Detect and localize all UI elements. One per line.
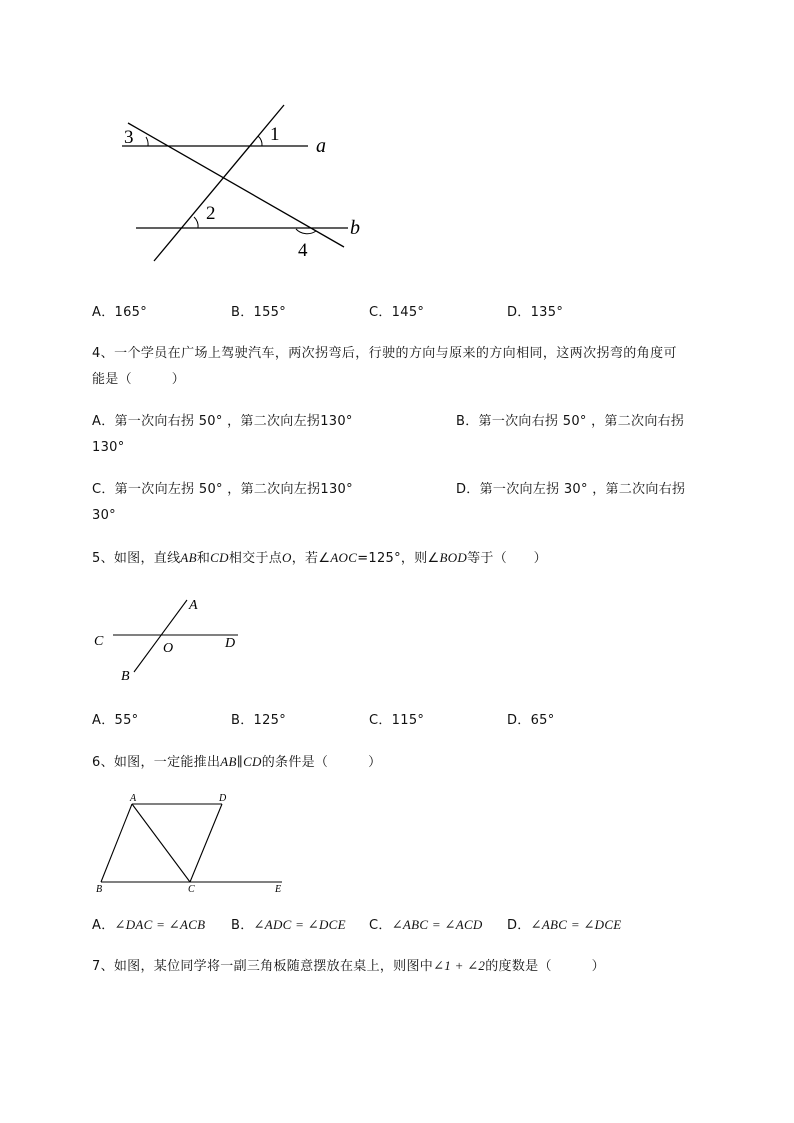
segment-ac bbox=[132, 804, 190, 882]
figure-parallelogram bbox=[92, 790, 292, 898]
q4-option-a: A．第一次向右拐 50° ，第二次向左拐130° bbox=[92, 414, 353, 429]
q7-stem-math: ∠1 + ∠2 bbox=[433, 958, 486, 973]
label-line-b: b bbox=[350, 217, 360, 239]
q6-stem-text: 的条件是（ ） bbox=[261, 755, 382, 770]
q4-option-b: B．第一次向右拐 50° ，第二次向右拐 bbox=[456, 414, 685, 429]
option-prefix: C． bbox=[369, 918, 392, 933]
q5-stem-text: =125°，则∠ bbox=[357, 551, 440, 566]
option-math: ∠ABC = ∠DCE bbox=[530, 917, 622, 932]
label-d: D bbox=[225, 636, 236, 651]
q4-option-c: C．第一次向左拐 50° ，第二次向左拐130° bbox=[92, 482, 353, 497]
q4-stem-line1: 4、一个学员在广场上驾驶汽车，两次拐弯后，行驶的方向与原来的方向相同，这两次拐弯的角度可 bbox=[92, 346, 677, 361]
angle-3-arc bbox=[146, 137, 148, 146]
q5-stem-text: 和 bbox=[196, 551, 211, 566]
q5-stem-text: 5、如图，直线 bbox=[92, 551, 181, 566]
q3-option-b: B．155° bbox=[231, 305, 287, 320]
option-prefix: A． bbox=[92, 918, 115, 933]
option-math: ∠ADC = ∠DCE bbox=[253, 917, 346, 932]
label-a: A bbox=[130, 793, 137, 804]
q5-stem-text: 相交于点 bbox=[228, 551, 283, 566]
label-o: O bbox=[163, 641, 174, 656]
label-line-a: a bbox=[316, 135, 326, 157]
q7-stem-text: 的度数是（ ） bbox=[485, 959, 605, 974]
option-prefix: D． bbox=[507, 918, 531, 933]
q3-option-a: A．165° bbox=[92, 305, 148, 320]
option-prefix: B． bbox=[231, 918, 254, 933]
label-b: B bbox=[96, 884, 103, 895]
figure-parallel-lines bbox=[110, 95, 380, 275]
q5-option-b: B．125° bbox=[231, 713, 287, 728]
q5-var-cd: CD bbox=[210, 550, 229, 565]
label-angle-1: 1 bbox=[270, 124, 280, 145]
q6-stem-math: AB∥CD bbox=[220, 754, 262, 769]
q5-stem bbox=[92, 548, 547, 569]
q5-stem-text: ，若∠ bbox=[291, 551, 331, 566]
q5-option-d: D．65° bbox=[507, 713, 555, 728]
q7-stem-text: 7、如图，某位同学将一副三角板随意摆放在桌上，则图中 bbox=[92, 959, 434, 974]
q5-stem-text: 等于（ ） bbox=[467, 551, 547, 566]
label-angle-4: 4 bbox=[298, 240, 308, 261]
angle-1-arc bbox=[258, 136, 262, 146]
q6-stem bbox=[92, 752, 381, 773]
q6-option-a bbox=[92, 915, 205, 936]
q7-stem bbox=[92, 956, 605, 977]
label-a: A bbox=[189, 598, 198, 613]
label-angle-3: 3 bbox=[124, 127, 134, 148]
q3-option-d: D．135° bbox=[507, 305, 564, 320]
q3-option-c: C．145° bbox=[369, 305, 425, 320]
label-c: C bbox=[94, 634, 104, 649]
q5-var-bod: BOD bbox=[439, 550, 468, 565]
label-b: B bbox=[121, 669, 130, 684]
label-angle-2: 2 bbox=[206, 203, 216, 224]
q4-stem-line2: 能是（ ） bbox=[92, 372, 186, 387]
q5-var-ab: AB bbox=[180, 550, 197, 565]
q4-option-d: D．第一次向左拐 30° ，第二次向右拐 bbox=[456, 482, 686, 497]
figure-intersecting-lines bbox=[88, 592, 258, 687]
transversal-1 bbox=[154, 105, 284, 261]
option-math: ∠DAC = ∠ACB bbox=[114, 917, 206, 932]
option-math: ∠ABC = ∠ACD bbox=[391, 917, 483, 932]
angle-2-arc bbox=[194, 217, 198, 228]
q5-var-aoc: AOC bbox=[330, 550, 358, 565]
q6-option-c bbox=[369, 915, 483, 936]
q6-option-b bbox=[231, 915, 346, 936]
q5-option-a: A．55° bbox=[92, 713, 139, 728]
label-e: E bbox=[275, 884, 282, 895]
q4-option-d-cont: 30° bbox=[92, 508, 116, 523]
label-c: C bbox=[188, 884, 195, 895]
segment-dc bbox=[190, 804, 222, 882]
q5-var-o: O bbox=[282, 550, 292, 565]
q4-option-b-cont: 130° bbox=[92, 440, 125, 455]
q6-stem-text: 6、如图，一定能推出 bbox=[92, 755, 221, 770]
q5-option-c: C．115° bbox=[369, 713, 425, 728]
q6-option-d bbox=[507, 915, 622, 936]
label-d: D bbox=[219, 793, 227, 804]
segment-ab bbox=[101, 804, 132, 882]
line-ab bbox=[134, 600, 187, 672]
